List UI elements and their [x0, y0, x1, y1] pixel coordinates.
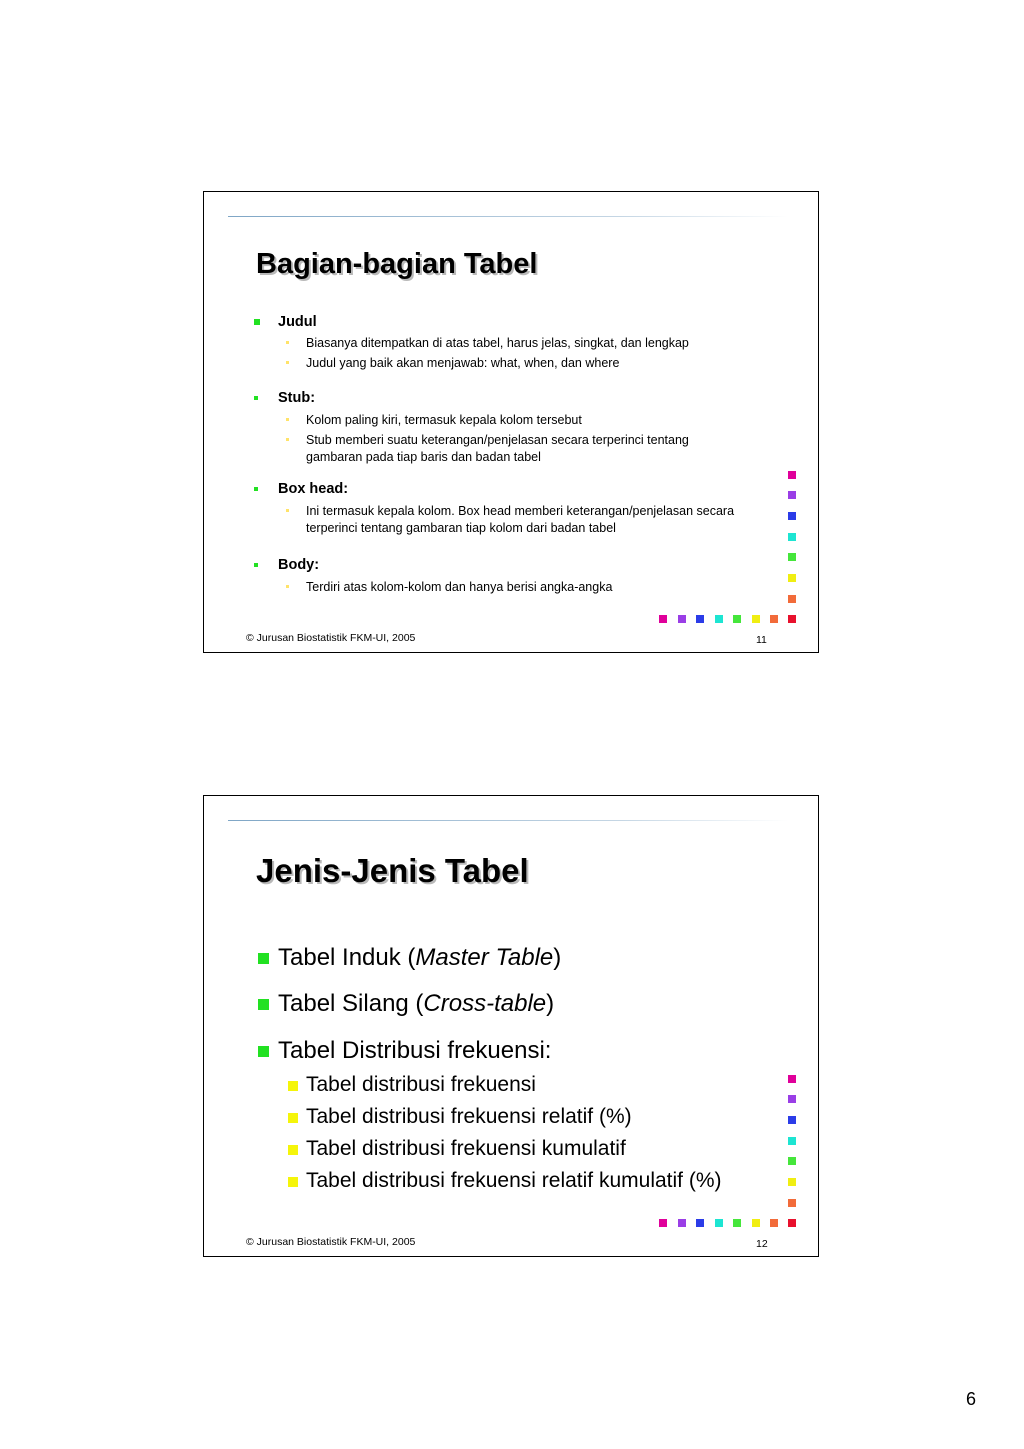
page-number: 6 — [966, 1389, 977, 1409]
decor-square — [788, 574, 796, 582]
decor-square — [788, 1157, 796, 1165]
slide-number: 11 — [756, 634, 767, 646]
decor-square — [788, 1219, 796, 1227]
square-bullet-icon — [288, 1113, 298, 1123]
bullet-icon — [286, 418, 289, 421]
decor-square — [788, 1116, 796, 1124]
bullet-icon — [286, 361, 289, 364]
bullet-icon — [286, 509, 289, 512]
decor-square — [788, 553, 796, 561]
square-bullet-icon — [288, 1177, 298, 1187]
decor-square — [788, 512, 796, 520]
decor-square — [788, 1199, 796, 1207]
square-bullet-icon — [254, 396, 258, 400]
decor-square — [788, 471, 796, 479]
decor-square — [752, 1219, 760, 1227]
decor-square — [696, 615, 704, 623]
decor-square — [788, 595, 796, 603]
copyright-footer: © Jurusan Biostatistik FKM-UI, 2005 — [246, 1236, 416, 1248]
decor-square — [770, 1219, 778, 1227]
decor-square — [733, 1219, 741, 1227]
bullet-icon — [286, 585, 289, 588]
copyright-footer: © Jurusan Biostatistik FKM-UI, 2005 — [246, 632, 416, 644]
square-bullet-icon — [288, 1145, 298, 1155]
decor-square — [678, 615, 686, 623]
square-bullet-icon — [258, 953, 269, 964]
square-bullet-icon — [258, 999, 269, 1010]
decor-square — [788, 615, 796, 623]
decor-square — [678, 1219, 686, 1227]
square-bullet-icon — [258, 1046, 269, 1057]
slide-title: Jenis-Jenis Tabel — [256, 852, 529, 889]
decor-square — [788, 1095, 796, 1103]
slide-11: Bagian-bagian Tabel Judul Biasanya ditempatkan di atas tabel, harus jelas, singkat, dan lengkap Judul yang baik akan menjawab: what, when, dan where Stub: Kolom paling kiri, termasuk kepala kolom tersebut Stub memberi suatu keterangan/penjelasan secara terperinci tentang gambaran pada tiap baris dan badan tabel Box head: Ini termasuk kepala kolom. Box head memberi keterangan/penjelasan secara terperinci tentang gambaran tiap kolom dari badan tabel Body: Terdiri atas kolom-kolom dan hanya berisi angka-angka © Jurusan Biostatistik FKM-UI, 2005 11 — [203, 191, 819, 653]
square-bullet-icon — [254, 487, 258, 491]
bullet-icon — [286, 438, 289, 441]
decor-square — [752, 615, 760, 623]
slide-12: Jenis-Jenis Tabel Tabel Induk (Master Table) Tabel Silang (Cross-table) Tabel Distribusi frekuensi: Tabel distribusi frekuensi Tabel distribusi frekuensi relatif (%) Tabel distribusi frekuensi kumulatif Tabel distribusi frekuensi relatif kumulatif (%) © Jurusan Biostatistik FKM-UI, 2005 12 — [203, 795, 819, 1257]
decor-square — [788, 1137, 796, 1145]
slide-title: Bagian-bagian Tabel — [256, 248, 538, 280]
bullet-icon — [286, 341, 289, 344]
decor-square — [770, 615, 778, 623]
decor-square — [788, 491, 796, 499]
header-rule — [228, 216, 788, 217]
decor-square — [715, 1219, 723, 1227]
decor-square — [788, 1075, 796, 1083]
decor-square — [659, 1219, 667, 1227]
square-bullet-icon — [254, 319, 260, 325]
header-rule — [228, 820, 788, 821]
decor-square — [788, 533, 796, 541]
decor-square — [715, 615, 723, 623]
decor-square — [696, 1219, 704, 1227]
slide-number: 12 — [756, 1238, 768, 1250]
decor-square — [659, 615, 667, 623]
square-bullet-icon — [288, 1081, 298, 1091]
decor-square — [733, 615, 741, 623]
decor-square — [788, 1178, 796, 1186]
square-bullet-icon — [254, 563, 258, 567]
